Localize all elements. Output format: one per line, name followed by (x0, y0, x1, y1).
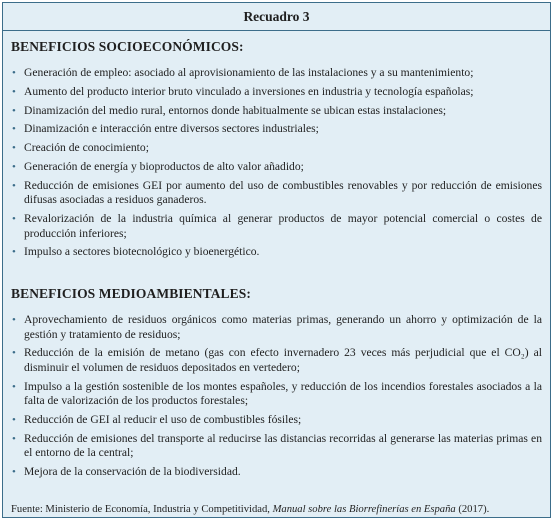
recuadro-box (2, 2, 551, 518)
bullet-icon: • • (12, 246, 16, 259)
bullet-icon: • • (12, 67, 16, 79)
bullet-icon: • • (12, 104, 16, 117)
bullet-icon: • • (12, 213, 16, 226)
bullet-icon: • • (12, 123, 16, 136)
section-heading-socioeconomicos: BENEFICIOS SOCIOECONÓMICOS: (11, 39, 244, 54)
bullet-icon: • • (12, 160, 16, 173)
box-title: Recuadro 3 (243, 9, 310, 24)
list-item: • • Impulso a la gestión sostenible de los montes españoles, y reducción de los incendios forestales asociados a la falta de valorización de los productos forestales; (3, 380, 550, 409)
list-item: • • Reducción de emisiones GEI por aumento del uso de combustibles renovables y por reducción de emisiones difusas asociadas a residuos ganaderos. (3, 179, 550, 208)
bullet-icon: • • (12, 347, 16, 360)
list-item: • • Reducción de emisiones del transporte al reducirse las distancias recorridas al generarse las materias primas en el entorno de la central; (3, 432, 550, 461)
section-heading-medioambientales: BENEFICIOS MEDIOAMBIENTALES: (11, 286, 251, 301)
title-divider (3, 30, 550, 31)
list-item: • • Creación de conocimiento; (3, 141, 550, 156)
list-item: • • Mejora de la conservación de la biodiversidad. (3, 465, 550, 480)
list-item: • • Aumento del producto interior bruto vinculado a inversiones en industria y tecnología españolas; (3, 85, 550, 100)
bullet-icon: • • (12, 432, 16, 445)
bullet-icon: • • (12, 142, 16, 155)
list-item: • • Reducción de la emisión de metano (gas con efecto invernadero 23 veces más perjudicial que el CO₂) al disminuir el volumen de residuos depositados en vertedero; (3, 346, 550, 375)
list-item: • • Generación de empleo: asociado al aprovisionamiento de las instalaciones y a su mantenimiento; (3, 66, 550, 81)
bullet-icon: • • (12, 413, 16, 426)
bullet-icon: • • (12, 314, 16, 326)
list-item: • • Generación de energía y bioproductos de alto valor añadido; (3, 160, 550, 175)
bullet-icon: • • (12, 85, 16, 98)
list-item: • • Revalorización de la industria química al generar productos de mayor potencial comercial o costes de producción inferiores; (3, 212, 550, 241)
list-socioeconomicos (3, 66, 550, 264)
bullet-icon: • • (12, 179, 16, 192)
bullet-icon: • • (12, 380, 16, 393)
source-title: Manual sobre las Biorrefinerías en España (272, 504, 456, 515)
list-item: • • Impulso a sectores biotecnológico y bioenergético. (3, 245, 550, 260)
list-item: • • Dinamización del medio rural, entornos donde habitualmente se ubican estas instalaciones; (3, 104, 550, 119)
list-medioambientales (3, 313, 550, 484)
list-item: • • Aprovechamiento de residuos orgánicos como materias primas, generando un ahorro y optimización de la gestión y tratamiento de residuos; (3, 313, 550, 342)
list-item: • • Dinamización e interacción entre diversos sectores industriales; (3, 122, 550, 137)
source-citation: Fuente: Ministerio de Economía, Industria y Competitividad, Manual sobre las Biorrefinerías en España (2017). (11, 504, 490, 515)
bullet-icon: • • (12, 465, 16, 478)
list-item: • • Reducción de GEI al reducir el uso de combustibles fósiles; (3, 413, 550, 428)
